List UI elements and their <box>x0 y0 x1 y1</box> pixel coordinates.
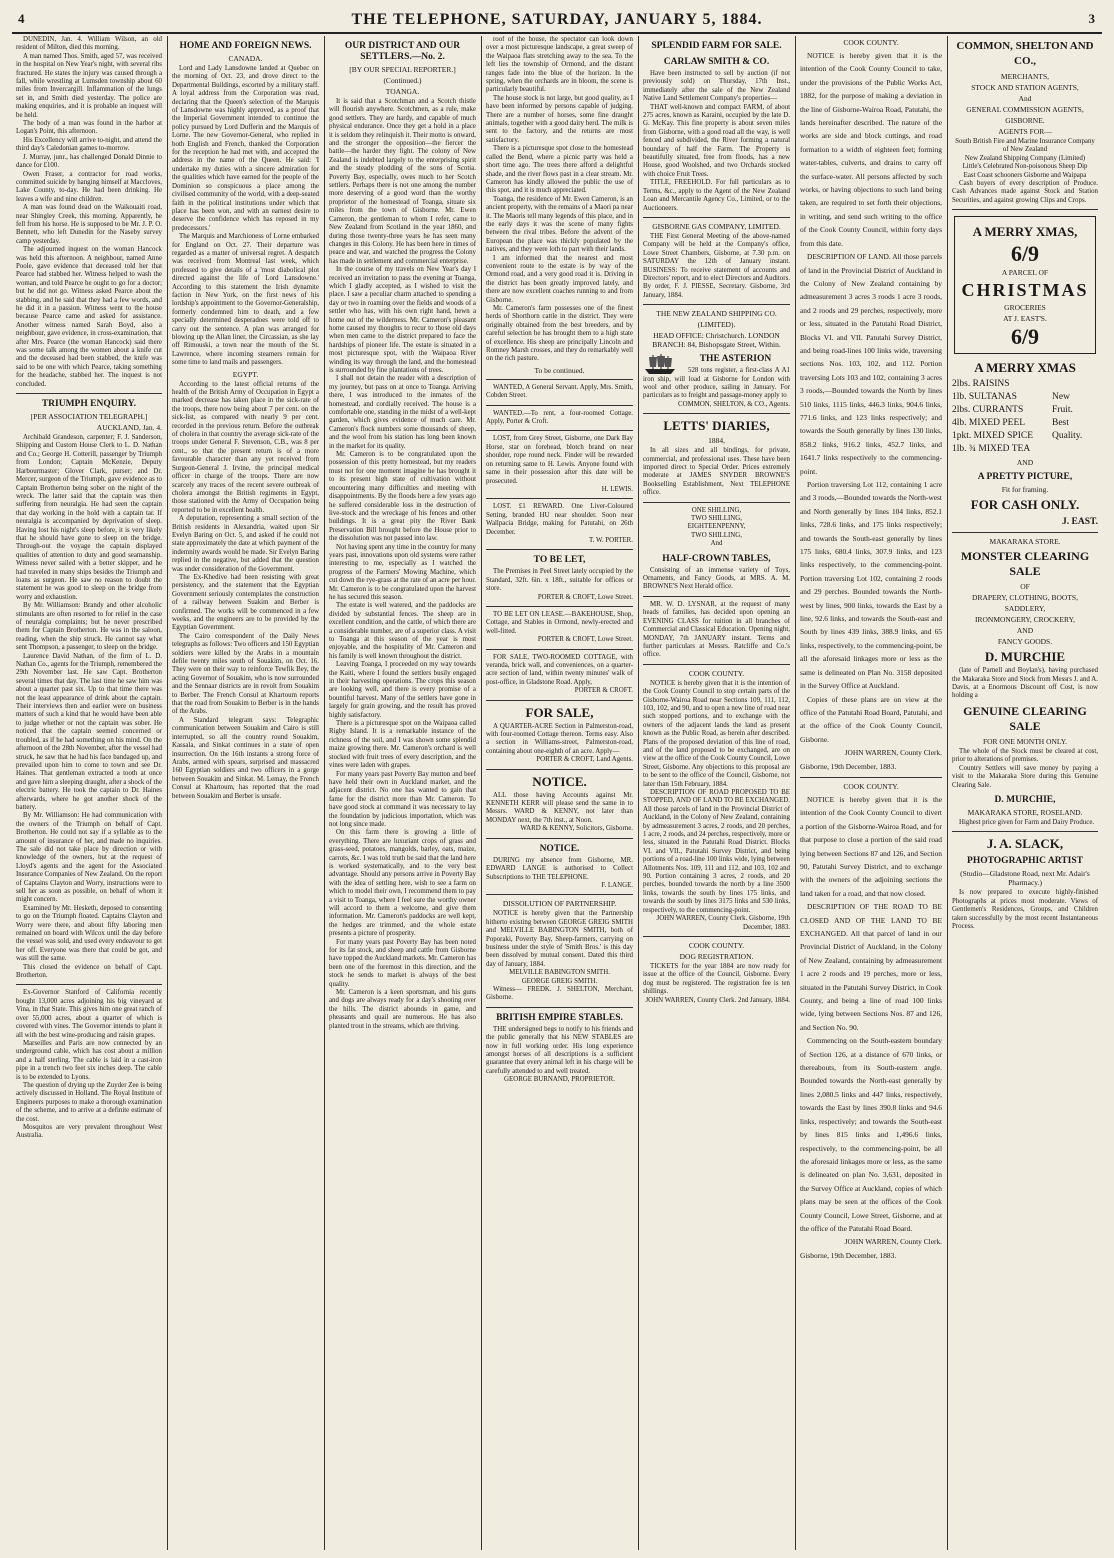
article-paragraph: Mosquitos are very prevalent throughout West Australia. <box>16 1123 162 1140</box>
article-paragraph: Leaving Toanga, I proceeded on my way towards the Kaiti, where I found the settlers busily engaged in their harvesting operations. The crops this season are looking well, and there is every promise of a bountiful harvest. Many of the settlers have gone in largely for grain growing, and the result has proved highly satisfactory. <box>329 661 476 719</box>
divider <box>486 700 633 701</box>
ad-line: TWO SHILLING, <box>691 515 742 523</box>
article-paragraph: A man was found dead on the Waikouaiti road, near Shingley Creek, this morning. Apparently, he fell from his horse. He is supposed to be Mr. J. P. O. Bennett, who left Dunedin for the Naseby survey camp yesterday. <box>16 204 162 245</box>
column-3 <box>325 36 480 1550</box>
fruit-note: Fruit. <box>1052 405 1073 416</box>
divider <box>800 777 942 778</box>
ad-subheading: GROCERIES <box>1004 303 1046 313</box>
ad-text: Consisting of an immense variety of Toys, Ornaments, and Fancy Goods, at MRS. A. M. BROWNE'S Next Herald office. <box>643 566 790 591</box>
article-paragraph: Toanga, the residence of Mr. Ewen Cameron, is an ancient property, with the remains of a Maori pa near it. The Maoris tell many legends of this place, and in the early days it was the scene of many fights between the rival tribes. Before the advent of the European the place was thickly populated by the natives, and they were loth to part with their lands. <box>486 195 633 254</box>
article-heading: HOME AND FOREIGN NEWS. <box>179 41 312 51</box>
agency-item: South British Fire and Marine Insurance Company of New Zealand <box>955 138 1095 154</box>
divider <box>643 413 790 414</box>
ad-text: FOR SALE, TWO-ROOMED COTTAGE, with veranda, brick wall, and conveniences, on a quarter-acre section of land, within twenty minutes' walk of post-office, in Gladstone Road. Apply, <box>486 653 633 686</box>
ad-signature: T. W. PORTER. <box>588 536 633 544</box>
divider <box>486 649 633 650</box>
ad-subheading: OF <box>1020 582 1030 592</box>
article-subheading: CANADA. <box>228 54 263 63</box>
ad-signature: PORTER & CROFT, Land Agents. <box>536 756 633 764</box>
column-1 <box>12 36 166 1550</box>
ad-text: LOST, from Grey Street, Gisborne, one Dark Bay Horse, star on forehead, blotch brand on near shoulder, rope round neck. Finder will be rewarded on returning same to H. Lewis. Anyone found with same in their possession after this date will be prosecuted. <box>486 435 633 485</box>
ad-heading: FOR CASH ONLY. <box>970 497 1080 513</box>
ad-heading: A PRETTY PICTURE, <box>977 472 1073 483</box>
article-paragraph: Archibald Grandeson, carpenter; F. J. Sanderson, Shipping and Custom House Clerk to L. D. Nathan and Co.; George H. Cotterill, passenger by Triumph from London; Captain McKenzie, Deputy Harbourmaster; Glover Clark, purser; and Dr. Mercer, surgeon of the Triumph, gave evidence as to Captain Brotherton being sober on the night of the wreck. The latter said that the captain was then suffering from neuralgia. He had seen the captain that day working in the hold with a captain tar. If neuralgia is accompanied by deprivation of sleep. Having lost his night's sleep before, it is very likely that he should have gone to sleep on the bridge. Through-out the voyage the captain displayed qualities of attention to duty and good seamanship. Witness never sailed with a better skipper, and he had traveled in many ships besides the Triumph and loans as surgeon. He saw no reason to doubt the statement he was good to sleep on the bridge from worry and exhaustion. <box>16 434 162 601</box>
page-number-left: 4 <box>18 11 26 26</box>
article-paragraph: The Marquis and Marchioness of Lorne embarked for England on Oct. 27. Their departure was regarded as a matter of universal regret. A despatch was received from Montreal last week, which professed to give details of a 'most diabolical plot directed against the life of Lord Lansdowne.' According to this statement the Irish dynamite faction in New York, on the first news of his lordship's appointment to the Governor-Generalship, formerly condemned him to death, and a few specially determined desperadoes were told off to carry out the sentence. A plan was arranged for blowing up the Allan liner, the Circassian, as she lay off Rimouski, a town near the mouth of the St. Lawrence, where incoming steamers remain for some time to land mails and passengers. <box>172 233 319 367</box>
ad-signature: JOHN WARREN, County Clerk. Gisborne, 19th December, 1883. <box>656 915 790 931</box>
ad-heading: FOR SALE, <box>525 704 594 720</box>
agency-item: East Coast schooners Gisborne and Waipapa <box>963 171 1087 179</box>
ad-signature: PORTER & CROFT, Lowe Street. <box>537 593 633 601</box>
divider <box>486 430 633 431</box>
article-paragraph: The adjourned inquest on the woman Hancock was held this afternoon. A neighbour, named Anne Poole, gave evidence that deceased told her that Pearce had stabbed her. Witness helped to wash the woman, and told Pearce he ought to go for a doctor; but he did not go. Witness asked Pearce about the stabbing, and he said that they had a few words, and he did it in a passion. Witness went to the house because Pearce came and asked for assistance. Another witness named Sarah Boyd, also a neighbour, gave evidence, in cross-examination, that after Mrs. Pearce (the woman Hancock) said there was some talk among the women about a knife cut and the deceased had been stabbed, the knife was said to be one with which Pearce, taking something for the headache, stabbed her. The inquest is not concluded. <box>16 246 162 388</box>
ad-subheading: AND <box>1016 458 1034 468</box>
ad-heading: NOTICE. <box>532 773 587 789</box>
article-dateline: AUCKLAND, Jan. 4. <box>96 423 162 433</box>
article-paragraph: The body of a man was found in the harbor at Logan's Point, this afternoon. <box>16 120 162 136</box>
article-paragraph: A deputation, representing a small section of the British residents in Alexandria, waited upon Sir Evelyn Baring on Oct. 5, and asked if he could not state approximately the date at which payment of the indemnity awards would be made. Sir Evelyn Baring replied in the negative, but added that the question was under consideration of the Government. <box>172 515 319 573</box>
fruit-item: 2lbs. CURRANTS <box>952 405 1024 416</box>
ad-text: 528 tons register, a first-class A A1 iron ship, will load at Gisborne for London with wool and other produce, sailing in January. For particulars as to freight and passage-money apply to <box>643 367 790 400</box>
article-paragraph: This closed the evidence on behalf of Capt. Brotherton. <box>16 963 162 980</box>
ad-subheading: CARLAW SMITH & CO. <box>663 57 770 67</box>
notice-signature: JOHN WARREN, County Clerk. <box>844 1237 942 1247</box>
article-paragraph: The question of drying up the Zuyder Zee is being actively discussed in Holland. The Royal Institute of Engineers purposes to make a thorough examination of the scheme, and to arrive at a definite estimate of the cost. <box>16 1081 162 1123</box>
ad-heading: COOK COUNTY. <box>843 781 899 791</box>
divider <box>952 831 1098 832</box>
ad-text: The whole of the Stock must be cleared at cost, prior to alterations of premises. <box>952 747 1098 764</box>
ad-subheading: A PARCEL OF <box>1001 268 1049 278</box>
divider <box>952 209 1098 210</box>
ad-heading: DISSOLUTION OF PARTNERSHIP. <box>502 899 617 909</box>
ad-heading: CHRISTMAS <box>961 280 1089 301</box>
fruit-item: 4lb. MIXED PEEL <box>952 418 1026 429</box>
ad-signature: JOHN WARREN, County Clerk. 2nd January, 1884. <box>645 996 790 1004</box>
ad-text: Have been instructed to sell by auction (if not previously sold) on Thursday, 17th Inst., immediately after the sale of the New Zealand Native Land Settlement Company's properties— <box>643 70 790 103</box>
divider <box>643 664 790 665</box>
ad-text: TO BE LET ON LEASE.—BAKEHOUSE, Shop, Cottage, and Stables in Ormond, newly-erected and well-fitted. <box>486 610 633 635</box>
ad-heading: GISBORNE GAS COMPANY, LIMITED. <box>652 221 781 231</box>
article-paragraph: In the course of my travels on New Year's day I received an invitation to pass the evening at Toanga, which I gladly accepted, as I wished to visit the place. I saw a peculiar charm attached to spending a day or two in roaming over the fields and woods of a settler who has, with his own right hand, hewn a home out of the wilderness. Mr. Cameron's pleasant home caused my thoughts to recur to those old days when men came to the district prepared to face the hardships of pioneer life. The estate is situated in a most picturesque spot, with the Waipaoa River winding its way through the land, and the homestead is surrounded by fine plantations of trees. <box>329 266 476 374</box>
ad-signature: MELVILLE BABINGTON SMITH. <box>509 969 610 977</box>
article-paragraph: For many years past Poverty Bay mutton and beef have held their own in Auckland market, and the adjacent district. No one has wanted to gain that fame for the district more than Mr. Cameron. To have good stock at command it was necessary to lay the foundation by judicious importation, which was not long since made. <box>329 770 476 828</box>
article-paragraph: For many years past Poverty Bay has been noted for its fat stock, and sheep and cattle from Gisborne have topped the Auckland markets. Mr. Cameron has been one of the foremost in this direction, and the stock he sends to market is always of the best quality. <box>329 938 476 988</box>
ad-signature: H. LEWIS. <box>601 485 633 493</box>
article-paragraph: A man named Thos. Smith, aged 57, was received in the hospital on New Year's night, with several ribs fractured. He states the injury was caused through a fall, while wrestling at Lumsden township about 60 miles from Invercargill. Inflammation of the lungs set in, and Smith died yesterday. The police are making enquiries, and it is probable an inquest will be held. <box>16 52 162 119</box>
article-subheading: [PER ASSOCIATION TELEGRAPH.] <box>30 412 148 422</box>
ad-signature: J. EAST. <box>1062 517 1098 528</box>
ad-text: Witness— FREDK. J. SHELTON, Merchant, Gisborne. <box>486 985 633 1002</box>
ad-heading: HALF-CROWN TABLES, <box>662 553 771 564</box>
agency-item: Little's Celebrated Non-poisonous Sheep Dip <box>962 163 1088 171</box>
fruit-note: Best <box>1052 418 1069 429</box>
article-paragraph: DUNEDIN, Jan. 4. William Wilson, an old resident of Milton, died this morning. <box>16 36 162 52</box>
masthead <box>12 0 1102 34</box>
column-5 <box>639 36 794 1550</box>
article-paragraph: Owen Fraser, a contractor for road works, committed suicide by hanging himself at Maccloves, Lake County, to-day. He had been drinking. He leaves a wife and nine children. <box>16 170 162 203</box>
ad-signature: F. LANGE. <box>601 881 633 889</box>
ad-line: EIGHTEENPENNY, <box>687 523 746 531</box>
ad-subheading: Fit for framing. <box>1001 485 1049 495</box>
ad-text: A QUARTER-ACRE Section in Palmerston-road, with four-roomed Cottage thereon. Terms easy. Also a section in Williams-street, Palmerston-road, containing about one-eighth of an acre. Apply— <box>486 722 633 755</box>
divider <box>16 393 162 394</box>
ad-signature: GEORGE GREIG SMITH. <box>521 977 598 985</box>
ad-subheading: GENERAL COMMISSION AGENTS, <box>966 105 1084 114</box>
article-paragraph: I am informed that the nearest and most convenient route to the estate is by way of the Ormond road, and a very good road it is. Driving in the district has been greatly improved lately, and there are now excellent coaches running to and from Gisborne. <box>486 254 633 304</box>
divider <box>643 596 790 597</box>
article-paragraph: According to the latest official returns of the health of the British Army of Occupation in Egypt a marked decrease has taken place in the sick-rate of the troops, there now being about 7 per cent. on the sick-list, as compared with nearly 9 per cent. recorded in the previous return. Before the outbreak of cholera in that country the average sick-rate of the troops under General F. Stevenson, C.B., was 8 per cent., so that the present return is of a more favourable character than any yet received from Surgeon-General J. Irvine, the principal medical officer in charge of the troops. There are now scarcely any traces of the recent severe outbreak of cholera amongst the British regiments in Egypt, those stationed with the Army of Occupation being reported to be in excellent health. <box>172 380 319 514</box>
ad-heading: D. MURCHIE <box>984 649 1066 665</box>
fruit-item: 1pkt. MIXED SPICE <box>952 431 1034 442</box>
ad-heading: THE ASTERION <box>699 354 772 365</box>
divider <box>643 936 790 937</box>
column-4 <box>482 36 637 1550</box>
divider <box>486 894 633 895</box>
ad-line: TWO SHILLING, <box>691 531 742 539</box>
article-paragraph: Ex-Governor Stanford of California recently bought 13,000 acres adjoining his big vineyard at Vina, in that State. This gives him one great ranch of over 55,000 acres, about a quarter of which is covered with vines. The Governor intends to plant it all with the best wine-producing and raisin grapes. <box>16 989 162 1039</box>
divider <box>486 1007 633 1008</box>
ad-heading: COOK COUNTY. <box>688 940 745 950</box>
ad-text: LOST. £1 REWARD. One Liver-Coloured Setting, branded HU near shoulder. Soon near Wallpacia Bridge, making for Patutahi, on 26th December. <box>486 503 633 536</box>
ad-line: IRONMONGERY, CROCKERY, <box>975 615 1075 625</box>
ad-heading: MONSTER CLEARING SALE <box>960 549 1090 579</box>
sailing-ship-icon <box>643 353 677 375</box>
article-paragraph: The estate is well watered, and the paddocks are divided by substantial fences. The sheep are in excellent condition, and the cattle, of which there are a considerable number, are of a superior class. A visit to Toanga at this season of the year is most enjoyable, and the hospitality of Mr. Cameron and his family is well known throughout the district. <box>329 602 476 660</box>
ad-text: WANTED, A General Servant. Apply, Mrs. Smith, Cobden Street. <box>486 383 633 400</box>
article-paragraph: His Excellency will arrive to-night, and attend the third day's Caledonian games to-morrow. <box>16 136 162 153</box>
ad-signature: GEORGE BURNAND, PROPRIETOR. <box>504 1076 615 1084</box>
fruit-list <box>952 378 1098 456</box>
article-subheading: EGYPT. <box>232 369 259 379</box>
ad-text: Cash buyers of every description of Produce. Cash Advances made against Stock and Station Securities, and against growing Clips and Crops. <box>952 180 1098 204</box>
fruit-item: 2lbs. RAISINS <box>952 379 1010 390</box>
ad-text: DESCRIPTION OF ROAD PROPOSED TO BE STOPPED, AND OF LAND TO BE EXCHANGED. All those parcels of land in the Provincial District of Auckland, in the Colony of New Zealand, containing by admeasurement 3 acres, 2 roods, and 20 perches, 1 acre, 2 roods, and 24 perches, respectively, more or less, situated in the Patutahi Road District. Blocks VI. and VII., Patutahi Survey District, and being portions of a road-line 100 links wide, lying between Allotments Nos. 109, 111 and 112, and 103, 102 and 90. Portion containing 3 acres, 2 roods, and 20 perches, bounded towards the north by a line 3500 links, towards the south by lines 175 links, and towards the south by lines 3175 links and 530 links, respectively, to the commencing-point. <box>643 789 790 914</box>
notice-text: NOTICE is hereby given that it is the intention of the Cook County Council to divert a portion of the Gisborne-Wairoa Road, and for that purpose to close a portion of the said road lying between Sections 87 and 126, and Section 90, Patutahi Survey District, and to exchange with the owners of the adjoining sections the land taken for a road, and that now closed. <box>800 794 942 898</box>
ad-text: TITLE, FREEHOLD. For full particulars as to Terms, &c., apply to the Agent of the New Zealand Loan and Mercantile Agency Co., Limited, or to the Auctioneers. <box>643 179 790 212</box>
notice-date: Gisborne, 19th December, 1883. <box>800 1250 897 1260</box>
ad-line: AND <box>1016 626 1034 636</box>
fruit-item: 1lb. ¾ MIXED TEA <box>952 444 1031 455</box>
price-label: 6/9 <box>1010 324 1040 350</box>
ad-text: The Premises in Peel Street lately occupied by the Standard, 32ft. 6in. x 18ft., suitable for offices or store. <box>486 568 633 593</box>
ad-subheading: MERCHANTS, <box>1000 72 1050 81</box>
ad-text: MR. W. D. LYSNAR, at the request of many heads of families, has decided upon opening an EVENING CLASS for tuition in all branches of Commercial and Classical Education. Opening night, MONDAY, 7th JANUARY instant. Terms and further particulars at Messrs. Ratcliffe and Co.'s office. <box>643 600 790 659</box>
divider <box>486 379 633 380</box>
ad-signature: PORTER & CROFT, Lowe Street. <box>537 636 633 644</box>
article-paragraph: A Standard telegram says: Telegraphic communication between Souakim and Cairo is still interrupted, so all the country round Souakim, Kassala, and Sinkat continues in a state of open insurrection. On the 16th instants a strong force of Arabs, armed with spears, surprised and massacred 160 Egyptian soldiers and two officers in a gorge between Souakim and Sinkat. M. Lemay, the French Consul at Khartoum, has reported that the road between Souakim and Berber is unsafe. <box>172 716 319 800</box>
notice-text: Portion traversing Lot 112, containing 1 acre and 3 roods,—Bounded towards the North-west and North generally by lines 104 links, 852.1 links, 728.6 links, and 175 links respectively; and towards the South-east generally by lines 175 links, 680.4 links, 307.9 links, and 123 links respectively, to the commencing-point. Portion traversing Lot 102, containing 2 roods and 29 perches. Bounded towards the North-west by lines, 900 links, towards the East by a line, 92.6 links, and towards the South-east and South by lines 439 links, 388.9 links, and 65 links, respectively, to the commencing-point, be all the aforesaid linkages more or less as the same is delineated on Plan No. 3158 deposited in the Survey Office at Auckland. <box>800 480 942 691</box>
ad-line: SADDLERY, <box>1004 604 1046 614</box>
article-paragraph: The Ex-Khedive had been resisting with great persistency, and the statement that the Egyptian Government seriously contemplates the construction of a railway between Suakim and Berber is confirmed. The works will be commenced in a few weeks, and the engineers are to be provided by the Egyptian Government. <box>172 573 319 632</box>
article-paragraph: Mr. Cameron is to be congratulated upon the possession of this pretty homestead, but my readers must not for one moment imagine he has brought it to its present high state of cultivation without encountering many difficulties and meeting with disappointments. By the floods here a few years ago he suffered considerable loss in the destruction of live-stock and the wreckage of his fences and other buildings. It is a great pity the River Bank Preservation Bill brought before the House prior to the dissolution was not passed into law. <box>329 451 476 543</box>
ad-subheading: AGENTS FOR— <box>998 127 1052 136</box>
article-paragraph: Not having spent any time in the country for many years past, innovations upon old systems were rather interesting to me, especially as I watched the progress of the Farmers' Mowing Machine, which cut down the rye-grass at the rate of an acre per hour. Mr. Cameron is to be congratulated upon the harvest he has secured this season. <box>329 543 476 601</box>
ad-subheading: (Studio—Gladstone Road, next Mr. Adair's Pharmacy.) <box>960 869 1090 888</box>
divider <box>486 549 633 550</box>
ad-heading: TO BE LET, <box>533 555 586 566</box>
price-label: 6/9 <box>1010 241 1040 267</box>
ad-line: ONE SHILLING, <box>691 506 742 514</box>
ad-heading: COOK COUNTY. <box>688 668 745 678</box>
divider <box>16 984 162 985</box>
divider <box>643 502 790 503</box>
ad-subheading: (LIMITED). <box>697 320 736 330</box>
ad-subheading: AT J. EAST'S. <box>1003 314 1047 324</box>
ad-text: THAT well-known and compact FARM, of about 275 acres, known as Karaini, occupied by the late D. G. McKay. This fine property is about seven miles from Gisborne, with a good road all the way, is well fenced and subdivided, the River forming a natural boundary of half the Farm. The Property is beautifully situated, free from floods, has a new House, good Woolshed, and two Orchards stocked with choice Fruit Trees. <box>643 103 790 178</box>
article-heading: TRIUMPH ENQUIRY. <box>41 399 137 410</box>
article-paragraph: Lord and Lady Lansdowne landed at Quebec on the morning of Oct. 23, and drove direct to the Departmental Buildings, escorted by a military staff. A loyal address from the Corporation was read, declaring that the Queen's selection of the Marquis of Lansdowne was highly approved, as a proof that the Imperial Government intended to continue the policy pursued by Lord Dufferin and the Marquis of Lorne. The new Governor-General, who replied in both English and French, thanked the Corporation for the reception he had met with, and accepted the address in the name of the Queen. He said: 'I undertake my duties with a sincere admiration for the qualities which have earned for the people of the Dominion so conspicuous a place among the civilised community of the world, with a deep-seated faith in the political institutions under which that place has been won, and with an earnest desire to deserve the confidence which has reposed in my predecessors.' <box>172 65 319 232</box>
ad-subheading: PHOTOGRAPHIC ARTIST <box>967 856 1083 867</box>
article-paragraph: It is said that a Scotchman and a Scotch thistle will flourish anywhere. Scotchmen, as a rule, make good settlers. They are hardy, and capable of much physical endurance. Once they get a hold in a place it is seldom they relinquish it. Their motto is onward, and the stronger the opposition—the fiercer the battle—the harder they fight. The colony of New Zealand is indebted largely to the enterprising spirit and the steady plodding of the sons of Scotia. Poverty Bay, especially, owes much to her Scotch settlers. Perhaps there is not one among the number more deserving of a good word than the worthy proprietor of the homestead of Toanga, situate six miles from the town of Gisborne. Mr. Ewen Cameron, the gentleman to whom I refer, came to New Zealand from Scotland in the year 1860, and during those twenty-three years he has seen many changes in this Colony. He has been here in times of peace and war, and watched the progress the Colony has made in settlement and commercial enterprise. <box>329 98 476 265</box>
ad-subheading: And <box>1018 94 1032 103</box>
fruit-note: New <box>1052 392 1070 403</box>
ad-signature: COMMON, SHELTON, & CO., Agents. <box>678 400 790 408</box>
xmas-parcel-ad <box>954 216 1096 354</box>
ad-text: In all sizes and all bindings, for private, commercial, and professional uses. These have been imported direct to Special Order. Prices extremely moderate at JAMES SNYDER BROWNE'S Bookselling Establishment, Next TELEPHONE office. <box>643 447 790 497</box>
article-subheading: TOANGA. <box>385 87 420 96</box>
ad-subheading: DOG REGISTRATION. <box>679 951 754 961</box>
ad-text: NOTICE is hereby given that the Partnership hitherto existing between GEORGE GREIG SMITH and MELVILLE BABINGTON SMITH, both of Poporaki, Poverty Bay, Sheep-farmers, carrying on business under the style of 'Smith Bros.' is this day been dissolved by mutual consent. Dated this third day of January, 1884. <box>486 910 633 968</box>
ad-subheading: HEAD OFFICE: Christchurch. LONDON BRANCH: 84, Bishopsgate Street, Within. <box>652 331 781 350</box>
article-paragraph: There is a picturesque spot on the Waipaoa called Rigby Island. It is a remarkable instance of the richness of the soil, and I was shown some splendid maize growing there. Mr. Cameron's orchard is well stocked with fruit trees of every description, and the vines were laden with grapes. <box>329 720 476 770</box>
ad-text: NOTICE is hereby given that it is the intention of the Cook County Council to stop certain parts of the Gisborne-Wairoa Road near Sections 109, 111, 112, 103, 102, and 90, and to open a new line of road near such stopped portions, and to exchange with the owners of the adjacent lands the land as present known as the Public Road, as herein after described. Plans of the proposed deviation of this line of road, and of the land proposed to be exchanged, are on view at the office of the Cook County Council, Lowe Street, Gisborne. Any objections to this proposal are to be sent to the office of the Council, Gisborne, not later than 15th February, 1884. <box>643 679 790 788</box>
notice-text: Commencing on the South-eastern boundary of Section 126, at a distance of 670 links, or thereabouts, from its South-eastern angle. Bounded towards the North-east generally by lines 2,080.5 links and 447 links, respectively, towards the East by lines 390.8 links and 94.6 links, respectively; and towards the South-east by lines 815 links and 1,496.6 links, respectively, to the commencing-point, be all the aforesaid linkages more or less, as the same is delineated on plan No. 3,631, deposited in the Survey Office at Auckland, copies of which plans may be seen at the offices of the Cook County Council, Lowe Street, Gisborne, and at the office of the Patutahi Road Board. <box>800 1036 942 1233</box>
notice-text: DESCRIPTION OF THE ROAD TO BE CLOSED AND OF THE LAND TO BE EXCHANGED. All that parcel of land in our Provincial District of Auckland, in the Colony of New Zealand, containing by admeasurement 1 acre 2 roods and 19 perches, more or less, situated in the Patutahi Survey District, in Cook County, and being a line of road 100 links wide, lying between Sections Nos. 87 and 126, and Section No. 90. <box>800 902 942 1032</box>
article-paragraph: Marseilles and Paris are now connected by an underground cable, which has cost about a million and a half sterling. The cable is laid in a cast-iron pipe in a trench two feet six inches deep. The cable is to be extended to Lyons. <box>16 1039 162 1081</box>
fruit-note: Quality. <box>1052 431 1083 442</box>
ad-text: Is now prepared to execute highly-finished Photographs at prices most moderate. Views of Gentlemen's Residences, Groups, and Children taken successfully by the most recent Instantaneous Process. <box>952 889 1098 930</box>
ad-heading: COOK COUNTY. <box>843 38 899 47</box>
ad-heading: NOTICE. <box>539 843 580 854</box>
notice-text: DESCRIPTION OF LAND. All those parcels of land in the Provincial District of Auckland in the Colony of New Zealand containing by admeasurement 3 acres 3 roods 1 acre 3 roods, and 2 roods and 29 perches, respectively, more or less, situated in the Patutahi Road District, Blocks VI. and VII. Patutahi Survey District, and being road-lines 100 links wide, traversing sections Nos. 103, 102, and 112. Portion traversing Lots 103 and 102, containing 3 acres 3 roods,—Bounded towards the North by lines 510 links, 1115 links, 446.3 links, 904.6 links, 771.6 links, and 123 links respectively; and towards the South generally by lines 130 links, 858.2 links, 916.2 links, 452.7 links, and 1641.7 links respectively to the commencing-point. <box>800 252 942 476</box>
divider <box>643 217 790 218</box>
article-paragraph: On this farm there is growing a little of everything. There are luxuriant crops of grass and grass-seed, potatoes, mangolds, barley, oats, maize, carrots, &c. I was told truth be said that the land here is worked systematically, and to the very best advantage. Should any persons arrive in Poverty Bay with the idea of settling here, wish to see a farm on which to model their own, I recommend them to pay a visit to Toanga, where I feel sure the worthy owner will accord to them a welcome, and give them information. Mr. Cameron's paddocks are well kept, the hedges are trimmed, and the whole estate presents a picture of prosperity. <box>329 829 476 938</box>
article-paragraph: Examined by Mr. Hesketh, deposed to consenting to go on the Triumph floated. Captains Clayton and Worry were there, and about fifty laboring men remained on board with Wilcox until the day before the vessel was sold, and used every endeavour to get her off. Everyone was there that could be got, and was still the same. <box>16 904 162 963</box>
divider <box>486 606 633 607</box>
column-6 <box>796 36 946 1550</box>
article-paragraph: The house stock is not large, but good quality, as I have been informed by persons capable of judging. There are a number of horses, some fine draught animals, together with a good dairy herd. The milk is sent to the factory, and the returns are most satisfactory. <box>486 94 633 144</box>
divider <box>486 405 633 406</box>
article-paragraph: By Mr. Williamson: Brandy and other alcoholic stimulants are often resorted to for relief in the case of neuralgia complaints; but he never prescribed them for Captain Brotherton. He was in the saloon, reading, when the ship struck. He cannot say what sent Thompson, a passenger, to sleep on the bridge. <box>16 602 162 652</box>
article-subheading: (Continued.) <box>383 76 422 85</box>
divider <box>486 498 633 499</box>
ad-text: (late of Parnell and Boylan's), having purchased the Makaraka Store and Stock from Messrs J. and A. Davis, at a Enormous Discount off Cost, is now holding a <box>952 667 1098 700</box>
ad-subheading: GISBORNE. <box>1005 116 1045 125</box>
ad-line: And <box>710 540 723 548</box>
ad-heading: BRITISH EMPIRE STABLES. <box>496 1012 623 1023</box>
ad-subheading: 1884, <box>708 436 725 446</box>
article-paragraph: There is a picturesque spot close to the homestead called the Bend, where a picnic party was held a short time ago. The trees there afford a delightful shade, and the river flows past in a clear stream. Mr. Cameron has kindly allowed the public the use of this spot, and it is much appreciated. <box>486 145 633 195</box>
ad-text: ALL those having Accounts against Mr. KENNETH KERR will please send the same in to Messrs. WARD & KENNY, not later than MONDAY next, the 7th inst., at Noon. <box>486 791 633 824</box>
ad-text: THE undersigned begs to notify to his friends and the public generally that his NEW STABLES are now in full working order. His long experience amongst horses of all descriptions is a sufficient guarantee that every animal left in his charge will be carefully attended to and well treated. <box>486 1025 633 1075</box>
ad-heading: GENUINE CLEARING SALE <box>963 703 1087 733</box>
ad-heading: A MERRY XMAS, <box>972 224 1078 240</box>
article-paragraph: roof of the house, the spectator can look down over a most picturesque landscape, a great sweep of the Waipaoa flats stretching away to the sea. To the left lies the township of Ormond, and the distant ranges fade into the blue of the horizon. In the spring, when the orchards are in bloom, the scene is particularly beautiful. <box>486 36 633 94</box>
article-paragraph: J. Murray, junr., has challenged Donald Dinnie to dance for £100. <box>16 153 162 170</box>
divider <box>643 304 790 305</box>
column-2 <box>168 36 323 1550</box>
page-number-right: 3 <box>1088 11 1096 26</box>
ad-subheading: FOR ONE MONTH ONLY. <box>982 736 1068 746</box>
ad-line: FANCY GOODS. <box>997 637 1053 647</box>
article-paragraph: By Mr. Williamson: He had communication with the owners of the Triumph on behalf of Capt. Brotherton. He could not say if a syllable as to the amount of insurance of her, and made no inquiries. The sale did not take place by direction or with knowledge of the owners, but at the request of Lloyd's agents and the agent for the Associated Insurance Companies of New Zealand. On the report of Captains Clayton and Worry, instructions were to sell her as soon as possible, on behalf of whom it might concern. <box>16 812 162 904</box>
ad-text: Country Settlers will save money by paying a visit to the Makaraka Store during this Genuine Clearing Sale. <box>952 764 1098 789</box>
ad-heading: THE NEW ZEALAND SHIPPING CO. <box>656 309 777 319</box>
ad-subheading: MAKARAKA STORE. <box>989 537 1061 547</box>
ad-signature: WARD & KENNY, Solicitors, Gisborne. <box>520 825 633 833</box>
newspaper-page <box>12 36 1102 1550</box>
notice-date: Gisborne, 19th December, 1883. <box>800 761 897 771</box>
notice-signature: JOHN WARREN, County Clerk. <box>844 748 942 758</box>
ad-signature: D. MURCHIE, <box>994 794 1056 805</box>
ad-text: TICKETS for the year 1884 are now ready for issue at the office of the Council, Gisborne. Every dog must be registered. The registration fee is ten shillings. <box>643 962 790 996</box>
article-heading: OUR DISTRICT AND OUR SETTLERS.—No. 2. <box>344 41 461 62</box>
ad-text: WANTED.—To rent, a four-roomed Cottage. Apply, Porter & Croft. <box>486 409 633 426</box>
ad-text: THE First General Meeting of the above-named Company will be held at the Company's office, Lowe Street Chambers, Gisborne, at 7.30 p.m. on SATURDAY the 12th of January instant. BUSINESS: To receive statement of accounts and Directors' report, and to elect Directors and Auditors. By order, F. J. PIESSE, Secretary. Gisborne, 3rd January, 1884. <box>643 232 790 299</box>
article-subheading: To be continued. <box>534 365 585 375</box>
article-subheading: [BY OUR SPECIAL REPORTER.] <box>349 65 456 74</box>
article-paragraph: Mr. Cameron is a keen sportsman, and his guns and dogs are always ready for a day's shooting over the hills. The district abounds in game, and pheasants and quail are numerous. He has also planted trout in the streams, which are thriving. <box>329 989 476 1030</box>
article-paragraph: I shall not detain the reader with a description of my journey, but pass on at once to Toanga. Arriving there, I was introduced to the inmates of the homestead, and cordially received. The house is a comfortable one, standing in the midst of a well-kept garden, which gives evidence of much care. Mr. Cameron's flock numbers some thousands of sheep, and the wool from his station has long been known in the market for its quality. <box>329 375 476 450</box>
newspaper-title: THE TELEPHONE, SATURDAY, JANUARY 5, 1884. <box>351 11 763 28</box>
column-7 <box>948 36 1102 1550</box>
notice-text: Copies of these plans are on view at the office of the Patutahi Road Board, Patutahi, and at the office of the Cook County Council, Gisborne. <box>800 694 942 744</box>
article-paragraph: Laurence David Nathan, of the firm of L. D. Nathan Co., agents for the Triumph, remembered the 29th November last. He saw Capt. Brotherton several times that day. The last time he saw him was about a quarter past six. Up to that time there was not the least appearance of drink about the captain. Their interviews then and earlier were on business matters of such a kind that he would have been able to judge whether or not the captain was sober. He noticed that the captain seemed concerned or troubled, as if he had something on his mind. On the afternoon of the 28th November, after the vessel had struck, he saw that he had his face bandaged up, and prevailed upon him to come to town and see Dr. Haines. That gentleman extracted a tooth at once and gave him a sleeping draught, after a shock of the electric battery. He took the captain to Dr. Haines afterwards, where he got another shock of the battery. <box>16 652 162 811</box>
ad-line: DRAPERY, CLOTHING, BOOTS, <box>972 593 1078 603</box>
ad-signature: PORTER & CROFT. <box>574 687 633 695</box>
ad-heading: J. A. SLACK, <box>986 836 1064 852</box>
agency-item: New Zealand Shipping Company (Limited) <box>964 154 1086 162</box>
fruit-item: 1lb. SULTANAS <box>952 392 1017 403</box>
article-paragraph: The Cairo correspondent of the Daily News telegraphs as follows: Two officers and 150 Egyptian soldiers were killed by the Arabs in a mountain defile twenty miles south of Souakim, on Oct. 16. They were on their way to reinforce Tewfik Bey, the acting Governor of Souakim, who is now surrounded and the Sennaar districts are in revolt from Souakim to Berber. The French Consul at Khartoum reports that the road from Souakim to Berber is in the hands of the Arabs. <box>172 632 319 716</box>
ad-heading: A MERRY XMAS <box>974 360 1076 376</box>
ad-heading: SPLENDID FARM FOR SALE. <box>651 41 782 51</box>
ad-subheading: STOCK AND STATION AGENTS, <box>971 83 1079 92</box>
ad-text: Highest price given for Farm and Dairy Produce. <box>959 818 1095 826</box>
ad-text: DURING my absence from Gisborne, MR. EDWARD LANGE is authorised to Collect Subscriptions to THE TELEPHONE. <box>486 856 633 881</box>
divider <box>952 532 1098 533</box>
divider <box>486 769 633 770</box>
ad-heading: LETTS' DIARIES, <box>663 418 770 434</box>
ad-subheading: MAKARAKA STORE, ROSELAND. <box>967 807 1083 817</box>
divider <box>486 838 633 839</box>
article-paragraph: Mr. Cameron's farm possesses one of the finest herds of Shorthorn cattle in the district. They were originally obtained from the best breeders, and by careful selection he has brought them to a high state of excellence. His sheep are principally Lincoln and Romney Marsh crosses, and they do remarkably well on the rich pasture. <box>486 305 633 363</box>
ad-heading: COMMON, SHELTON AND CO., <box>956 40 1094 67</box>
notice-text: NOTICE is hereby given that it is the intention of the Cook County Council to take, under the provisions of the Public Works Act, 1882, for the purpose of making a deviation in the line of Gisborne-Wairoa Road, Patutahi, the lands hereinafter described. The nature of the works are side and block cuttings, and road formation to a width of eighteen feet; forming water-tables, culverts, and drains to carry off the surface-water. All persons affected by such works, or having objections to such land being taken, are required to set forth their objections, in writing, and send such writing to the office of the Cook County Council, within forty days from this date. <box>800 51 942 248</box>
